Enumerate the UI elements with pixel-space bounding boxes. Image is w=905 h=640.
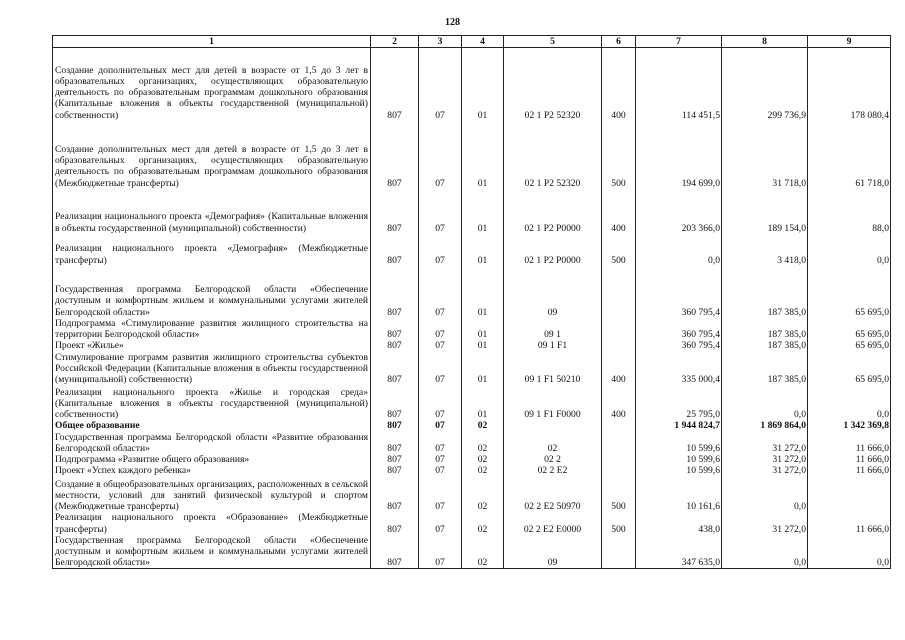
table-row	[53, 266, 891, 318]
row-description: Государственная программа Белгородской области «Развитие образования Белгородской области»	[53, 432, 371, 454]
amount-year2: 187 385,0	[722, 340, 808, 351]
amount-year3: 65 695,0	[808, 351, 891, 385]
table-row	[53, 48, 891, 121]
target-article-code: 09 1 F1	[504, 340, 602, 351]
target-article-code: 02 2 E2 50970	[504, 476, 602, 512]
amount-year2: 187 385,0	[722, 318, 808, 340]
amount-year1: 10 599,6	[636, 465, 722, 476]
amount-year3: 0,0	[808, 535, 891, 569]
ministry-code: 807	[371, 512, 419, 534]
subsection-code: 01	[462, 385, 504, 420]
column-header: 3	[419, 36, 462, 48]
amount-year2: 187 385,0	[722, 266, 808, 318]
ministry-code: 807	[371, 420, 419, 431]
ministry-code: 807	[371, 234, 419, 266]
amount-year3: 11 666,0	[808, 512, 891, 534]
table-row	[53, 454, 891, 465]
row-description: Общее образование	[53, 420, 371, 431]
section-code: 07	[419, 234, 462, 266]
target-article-code: 02	[504, 432, 602, 454]
subsection-code: 01	[462, 121, 504, 189]
row-description: Подпрограмма «Стимулирование развития жилищного строительства на территории Белгородской области»	[53, 318, 371, 340]
ministry-code: 807	[371, 385, 419, 420]
section-code: 07	[419, 476, 462, 512]
amount-year2: 31 718,0	[722, 121, 808, 189]
table-row	[53, 318, 891, 340]
column-header: 2	[371, 36, 419, 48]
amount-year2: 0,0	[722, 535, 808, 569]
row-description: Создание в общеобразовательных организациях, расположенных в сельской местности, условий для занятий физической культурой и спортом (Межбюджетные трансферты)	[53, 476, 371, 512]
amount-year1: 360 795,4	[636, 266, 722, 318]
target-article-code: 02 2 E2	[504, 465, 602, 476]
amount-year2: 0,0	[722, 476, 808, 512]
column-header: 8	[722, 36, 808, 48]
target-article-code: 09 1	[504, 318, 602, 340]
ministry-code: 807	[371, 48, 419, 121]
amount-year2: 0,0	[722, 385, 808, 420]
section-code: 07	[419, 512, 462, 534]
amount-year1: 438,0	[636, 512, 722, 534]
expense-type-code	[602, 432, 636, 454]
table-row	[53, 465, 891, 476]
amount-year3	[808, 476, 891, 512]
row-description: Проект «Жилье»	[53, 340, 371, 351]
expense-type-code: 400	[602, 351, 636, 385]
amount-year2: 31 272,0	[722, 432, 808, 454]
expense-type-code: 500	[602, 121, 636, 189]
subsection-code: 02	[462, 420, 504, 431]
expense-type-code	[602, 420, 636, 431]
target-article-code: 02 2 E2 E0000	[504, 512, 602, 534]
row-description: Подпрограмма «Развитие общего образования»	[53, 454, 371, 465]
subsection-code: 01	[462, 48, 504, 121]
expense-type-code	[602, 318, 636, 340]
amount-year3: 65 695,0	[808, 266, 891, 318]
subsection-code: 01	[462, 234, 504, 266]
amount-year1: 203 366,0	[636, 189, 722, 234]
subsection-code: 02	[462, 476, 504, 512]
row-description: Государственная программа Белгородской области «Обеспечение доступным и комфортным жильем и коммунальными услугами жителей Белгородской области»	[53, 266, 371, 318]
column-header: 7	[636, 36, 722, 48]
ministry-code: 807	[371, 318, 419, 340]
amount-year3: 0,0	[808, 234, 891, 266]
table-row	[53, 535, 891, 569]
target-article-code	[504, 420, 602, 431]
expense-type-code: 500	[602, 512, 636, 534]
amount-year3: 178 080,4	[808, 48, 891, 121]
row-description: Создание дополнительных мест для детей в возрасте от 1,5 до 3 лет в образовательных организациях, осуществляющих образовательную деятельность по образовательным программам дошкольного образования (Межбюджетные трансферты)	[53, 121, 371, 189]
expense-type-code: 500	[602, 234, 636, 266]
amount-year3: 65 695,0	[808, 318, 891, 340]
section-code: 07	[419, 340, 462, 351]
row-description: Государственная программа Белгородской области «Обеспечение доступным и комфортным жильем и коммунальными услугами жителей Белгородской области»	[53, 535, 371, 569]
amount-year1: 347 635,0	[636, 535, 722, 569]
row-description: Реализация национального проекта «Образование» (Межбюджетные трансферты)	[53, 512, 371, 534]
amount-year2: 31 272,0	[722, 512, 808, 534]
amount-year3: 88,0	[808, 189, 891, 234]
subsection-code: 02	[462, 465, 504, 476]
amount-year1: 360 795,4	[636, 340, 722, 351]
subsection-code: 01	[462, 351, 504, 385]
amount-year1: 10 599,6	[636, 454, 722, 465]
target-article-code: 02 2	[504, 454, 602, 465]
section-code: 07	[419, 465, 462, 476]
budget-table	[52, 35, 891, 569]
table-header-row	[53, 36, 891, 48]
amount-year3: 65 695,0	[808, 340, 891, 351]
expense-type-code: 400	[602, 189, 636, 234]
expense-type-code: 400	[602, 385, 636, 420]
subsection-code: 01	[462, 318, 504, 340]
subsection-code: 02	[462, 432, 504, 454]
target-article-code: 09	[504, 535, 602, 569]
table-row	[53, 351, 891, 385]
amount-year2: 189 154,0	[722, 189, 808, 234]
amount-year1: 1 944 824,7	[636, 420, 722, 431]
amount-year3: 11 666,0	[808, 465, 891, 476]
table-row	[53, 476, 891, 512]
subsection-code: 01	[462, 340, 504, 351]
expense-type-code	[602, 535, 636, 569]
target-article-code: 02 1 P2 52320	[504, 121, 602, 189]
section-code: 07	[419, 189, 462, 234]
column-header: 4	[462, 36, 504, 48]
amount-year1: 360 795,4	[636, 318, 722, 340]
expense-type-code: 500	[602, 476, 636, 512]
section-code: 07	[419, 535, 462, 569]
amount-year1: 114 451,5	[636, 48, 722, 121]
amount-year2: 31 272,0	[722, 454, 808, 465]
amount-year3: 0,0	[808, 385, 891, 420]
row-description: Реализация национального проекта «Демография» (Капитальные вложения в объекты государственной (муниципальной) собственности)	[53, 189, 371, 234]
expense-type-code	[602, 266, 636, 318]
table-row	[53, 432, 891, 454]
section-code: 07	[419, 454, 462, 465]
page-number: 128	[445, 17, 460, 28]
ministry-code: 807	[371, 465, 419, 476]
column-header: 1	[53, 36, 371, 48]
subsection-code: 02	[462, 512, 504, 534]
amount-year3: 1 342 369,8	[808, 420, 891, 431]
table-row	[53, 512, 891, 534]
target-article-code: 02 1 P2 52320	[504, 48, 602, 121]
table-row	[53, 189, 891, 234]
amount-year2: 3 418,0	[722, 234, 808, 266]
target-article-code: 09 1 F1 50210	[504, 351, 602, 385]
section-code: 07	[419, 420, 462, 431]
ministry-code: 807	[371, 340, 419, 351]
column-header: 9	[808, 36, 891, 48]
target-article-code: 02 1 P2 P0000	[504, 234, 602, 266]
amount-year3: 11 666,0	[808, 432, 891, 454]
amount-year3: 61 718,0	[808, 121, 891, 189]
section-code: 07	[419, 266, 462, 318]
section-code: 07	[419, 432, 462, 454]
row-description: Реализация национального проекта «Жилье и городская среда» (Капитальные вложения в объекты государственной (муниципальной) собственности)	[53, 385, 371, 420]
subsection-code: 01	[462, 266, 504, 318]
section-code: 07	[419, 48, 462, 121]
expense-type-code	[602, 454, 636, 465]
amount-year1: 335 000,4	[636, 351, 722, 385]
column-header: 5	[504, 36, 602, 48]
row-description: Стимулирование программ развития жилищного строительства субъектов Российской Федерации (Капитальные вложения в объекты государственной (муниципальной) собственности)	[53, 351, 371, 385]
target-article-code: 09	[504, 266, 602, 318]
target-article-code: 09 1 F1 F0000	[504, 385, 602, 420]
column-header: 6	[602, 36, 636, 48]
section-code: 07	[419, 318, 462, 340]
ministry-code: 807	[371, 351, 419, 385]
subsection-code: 02	[462, 535, 504, 569]
row-description: Реализация национального проекта «Демография» (Межбюджетные трансферты)	[53, 234, 371, 266]
amount-year2: 187 385,0	[722, 351, 808, 385]
ministry-code: 807	[371, 189, 419, 234]
table-row	[53, 121, 891, 189]
amount-year2: 299 736,9	[722, 48, 808, 121]
expense-type-code	[602, 465, 636, 476]
section-code: 07	[419, 351, 462, 385]
subsection-code: 01	[462, 189, 504, 234]
amount-year1: 10 161,6	[636, 476, 722, 512]
row-description: Проект «Успех каждого ребенка»	[53, 465, 371, 476]
table-row	[53, 420, 891, 431]
amount-year3: 11 666,0	[808, 454, 891, 465]
amount-year1: 25 795,0	[636, 385, 722, 420]
row-description: Создание дополнительных мест для детей в возрасте от 1,5 до 3 лет в образовательных организациях, осуществляющих образовательную деятельность по образовательным программам дошкольного образования (Капитальные вложения в объекты государственной (муниципальной) собственности)	[53, 48, 371, 121]
ministry-code: 807	[371, 454, 419, 465]
table-row	[53, 234, 891, 266]
ministry-code: 807	[371, 476, 419, 512]
ministry-code: 807	[371, 266, 419, 318]
expense-type-code: 400	[602, 48, 636, 121]
target-article-code: 02 1 P2 P0000	[504, 189, 602, 234]
amount-year1: 0,0	[636, 234, 722, 266]
subsection-code: 02	[462, 454, 504, 465]
amount-year1: 194 699,0	[636, 121, 722, 189]
ministry-code: 807	[371, 121, 419, 189]
section-code: 07	[419, 121, 462, 189]
amount-year2: 31 272,0	[722, 465, 808, 476]
amount-year2: 1 869 864,0	[722, 420, 808, 431]
ministry-code: 807	[371, 432, 419, 454]
section-code: 07	[419, 385, 462, 420]
ministry-code: 807	[371, 535, 419, 569]
amount-year1: 10 599,6	[636, 432, 722, 454]
table-row	[53, 385, 891, 420]
expense-type-code	[602, 340, 636, 351]
table-row	[53, 340, 891, 351]
